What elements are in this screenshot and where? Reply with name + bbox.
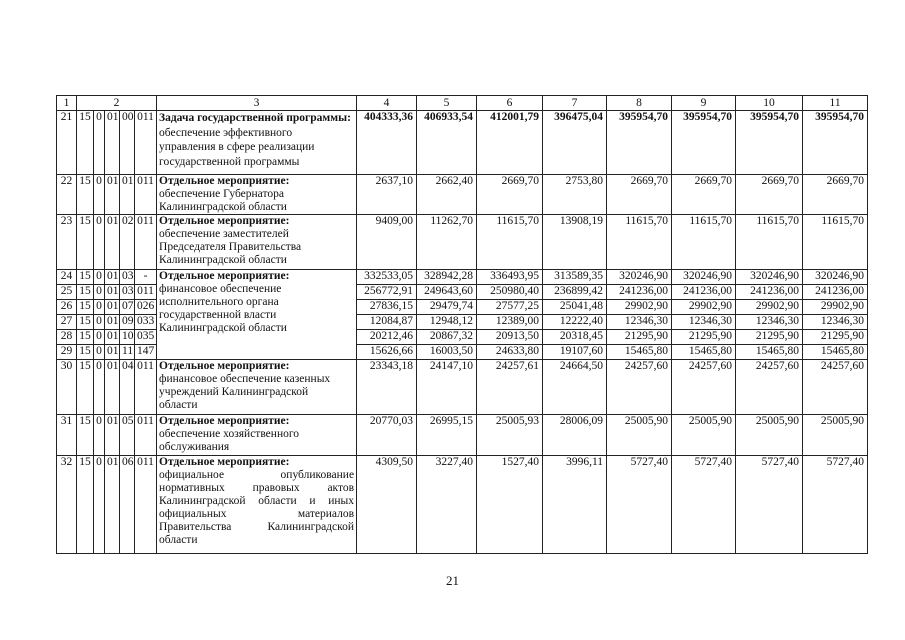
value-cell: 241236,00 [803,285,868,300]
description-line: исполнительного органа [159,296,279,308]
code-cell: 00 [120,111,135,175]
description-line: управления в сфере реализации [159,141,315,153]
value-cell: 13908,19 [543,215,607,270]
code-cell: 01 [105,111,120,175]
value-cell: 16003,50 [417,345,477,360]
value-cell: 2637,10 [357,175,417,215]
row-number: 23 [57,215,77,270]
value-cell: 11615,70 [672,215,736,270]
code-cell: 15 [77,360,94,415]
code-cell: 0 [94,360,105,415]
value-cell: 11262,70 [417,215,477,270]
code-cell: 0 [94,285,105,300]
code-cell: 15 [77,456,94,554]
code-cell: 01 [105,175,120,215]
row-number: 31 [57,415,77,456]
code-cell: 147 [135,345,157,360]
value-cell: 249643,60 [417,285,477,300]
value-cell: 11615,70 [803,215,868,270]
description-cell [157,456,357,554]
value-cell: 28006,09 [543,415,607,456]
value-cell: 24257,60 [672,360,736,415]
value-cell: 2669,70 [672,175,736,215]
header-cell: 10 [736,96,803,111]
page-number: 21 [446,573,459,588]
code-cell: 15 [77,415,94,456]
value-cell: 25005,90 [736,415,803,456]
value-cell: 2669,70 [736,175,803,215]
code-cell: 15 [77,215,94,270]
code-cell: 06 [120,456,135,554]
code-cell: 011 [135,111,157,175]
value-cell: 395954,70 [803,111,868,175]
value-cell: 24257,60 [803,360,868,415]
description-line: официальное опубликование [159,469,355,481]
description-cell [157,415,357,456]
value-cell: 15465,80 [803,345,868,360]
description-cell [157,270,357,360]
value-cell: 24257,61 [477,360,543,415]
code-cell: 0 [94,270,105,285]
row-number: 32 [57,456,77,554]
description-line: государственной власти [159,309,277,321]
code-cell: 0 [94,456,105,554]
row-number: 25 [57,285,77,300]
value-cell: 250980,40 [477,285,543,300]
event-title: Отдельное мероприятие: [159,215,290,227]
description-line: Председателя Правительства [159,241,302,253]
description-line: Калининградской области [159,322,287,334]
value-cell: 395954,70 [736,111,803,175]
description-line: Калининградской области и иных [159,495,355,507]
value-cell: 24257,60 [736,360,803,415]
value-cell: 12084,87 [357,315,417,330]
value-cell: 25041,48 [543,300,607,315]
value-cell: 11615,70 [736,215,803,270]
table-row [57,175,868,215]
description-line: учреждений Калининградской [159,386,309,398]
value-cell: 241236,00 [736,285,803,300]
value-cell: 19107,60 [543,345,607,360]
code-cell: 01 [105,285,120,300]
row-number: 24 [57,270,77,285]
description-cell [157,175,357,215]
value-cell: 241236,00 [672,285,736,300]
value-cell: 20867,32 [417,330,477,345]
value-cell: 4309,50 [357,456,417,554]
code-cell: 01 [105,360,120,415]
value-cell: 404333,36 [357,111,417,175]
code-cell: 026 [135,300,157,315]
value-cell: 12222,40 [543,315,607,330]
code-cell: 011 [135,285,157,300]
value-cell: 15465,80 [607,345,672,360]
description-line: обеспечение Губернатора [159,188,284,200]
code-cell: 15 [77,270,94,285]
value-cell: 21295,90 [803,330,868,345]
row-number: 30 [57,360,77,415]
code-cell: 11 [120,345,135,360]
header-cell: 6 [477,96,543,111]
code-cell: 01 [105,300,120,315]
code-cell: 02 [120,215,135,270]
value-cell: 313589,35 [543,270,607,285]
row-number: 29 [57,345,77,360]
value-cell: 256772,91 [357,285,417,300]
value-cell: 5727,40 [672,456,736,554]
value-cell: 2669,70 [607,175,672,215]
header-cell: 11 [803,96,868,111]
value-cell: 29479,74 [417,300,477,315]
code-cell: - [135,270,157,285]
code-cell: 0 [94,175,105,215]
code-cell: 03 [120,270,135,285]
value-cell: 20770,03 [357,415,417,456]
value-cell: 2669,70 [803,175,868,215]
value-cell: 241236,00 [607,285,672,300]
value-cell: 21295,90 [607,330,672,345]
header-row [57,96,868,111]
value-cell: 12948,12 [417,315,477,330]
code-cell: 011 [135,215,157,270]
value-cell: 15465,80 [672,345,736,360]
code-cell: 15 [77,345,94,360]
code-cell: 0 [94,415,105,456]
value-cell: 21295,90 [736,330,803,345]
value-cell: 25005,93 [477,415,543,456]
code-cell: 01 [105,270,120,285]
value-cell: 20913,50 [477,330,543,345]
value-cell: 5727,40 [803,456,868,554]
header-cell: 3 [157,96,357,111]
value-cell: 20318,45 [543,330,607,345]
header-cell: 8 [607,96,672,111]
code-cell: 01 [105,456,120,554]
event-title: Отдельное мероприятие: [159,456,290,468]
description-line: области [159,399,198,411]
header-cell: 9 [672,96,736,111]
value-cell: 15626,66 [357,345,417,360]
code-cell: 05 [120,415,135,456]
description-cell [157,215,357,270]
value-cell: 29902,90 [607,300,672,315]
value-cell: 320246,90 [803,270,868,285]
value-cell: 25005,90 [672,415,736,456]
event-title: Отдельное мероприятие: [159,270,290,282]
value-cell: 320246,90 [736,270,803,285]
value-cell: 320246,90 [607,270,672,285]
description-line: Калининградской области [159,254,287,266]
value-cell: 24147,10 [417,360,477,415]
header-cell: 5 [417,96,477,111]
code-cell: 0 [94,345,105,360]
value-cell: 29902,90 [803,300,868,315]
row-number: 28 [57,330,77,345]
table-row [57,415,868,456]
value-cell: 25005,90 [607,415,672,456]
value-cell: 2669,70 [477,175,543,215]
row-number: 27 [57,315,77,330]
code-cell: 04 [120,360,135,415]
value-cell: 29902,90 [736,300,803,315]
code-cell: 0 [94,111,105,175]
value-cell: 412001,79 [477,111,543,175]
event-title: Отдельное мероприятие: [159,175,290,187]
code-cell: 15 [77,175,94,215]
description-line: финансовое обеспечение [159,283,282,295]
code-cell: 01 [105,345,120,360]
description-line: области [159,534,198,546]
value-cell: 328942,28 [417,270,477,285]
value-cell: 29902,90 [672,300,736,315]
value-cell: 3996,11 [543,456,607,554]
value-cell: 396475,04 [543,111,607,175]
value-cell: 12346,30 [803,315,868,330]
value-cell: 1527,40 [477,456,543,554]
task-title: Задача государственной программы: [159,112,351,124]
code-cell: 01 [105,415,120,456]
row-number: 26 [57,300,77,315]
program-table [56,95,868,554]
table-row [57,215,868,270]
header-cell: 4 [357,96,417,111]
table-row [57,111,868,175]
row-number: 21 [57,111,77,175]
description-line: обслуживания [159,441,230,453]
value-cell: 332533,05 [357,270,417,285]
code-cell: 0 [94,330,105,345]
value-cell: 26995,15 [417,415,477,456]
value-cell: 2662,40 [417,175,477,215]
value-cell: 406933,54 [417,111,477,175]
description-line: обеспечение эффективного [159,126,293,139]
code-cell: 15 [77,315,94,330]
description-line: государственной программы [159,155,300,168]
table-row [57,360,868,415]
code-cell: 10 [120,330,135,345]
value-cell: 12346,30 [607,315,672,330]
value-cell: 27836,15 [357,300,417,315]
code-cell: 0 [94,215,105,270]
value-cell: 12389,00 [477,315,543,330]
value-cell: 3227,40 [417,456,477,554]
code-cell: 09 [120,315,135,330]
value-cell: 24257,60 [607,360,672,415]
description-line: обеспечение заместителей [159,228,289,240]
code-cell: 033 [135,315,157,330]
code-cell: 01 [105,215,120,270]
value-cell: 25005,90 [803,415,868,456]
code-cell: 0 [94,300,105,315]
code-cell: 15 [77,300,94,315]
event-title: Отдельное мероприятие: [159,360,290,372]
value-cell: 23343,18 [357,360,417,415]
description-line: нормативных правовых актов [159,482,355,494]
code-cell: 0 [94,315,105,330]
value-cell: 15465,80 [736,345,803,360]
header-cell: 1 [57,96,77,111]
value-cell: 12346,30 [736,315,803,330]
value-cell: 2753,80 [543,175,607,215]
value-cell: 20212,46 [357,330,417,345]
value-cell: 27577,25 [477,300,543,315]
description-cell [157,111,357,175]
value-cell: 12346,30 [672,315,736,330]
table-row [57,456,868,554]
description-line: Правительства Калининградской [159,521,355,533]
code-cell: 15 [77,285,94,300]
value-cell: 320246,90 [672,270,736,285]
value-cell: 21295,90 [672,330,736,345]
code-cell: 011 [135,415,157,456]
value-cell: 24664,50 [543,360,607,415]
description-line: финансовое обеспечение казенных [159,373,331,385]
value-cell: 24633,80 [477,345,543,360]
value-cell: 11615,70 [607,215,672,270]
value-cell: 236899,42 [543,285,607,300]
table-row [57,270,868,285]
code-cell: 07 [120,300,135,315]
value-cell: 5727,40 [607,456,672,554]
value-cell: 9409,00 [357,215,417,270]
description-line: Калининградской области [159,201,287,213]
code-cell: 011 [135,456,157,554]
value-cell: 5727,40 [736,456,803,554]
row-number: 22 [57,175,77,215]
value-cell: 11615,70 [477,215,543,270]
description-line: обеспечение хозяйственного [159,428,300,440]
header-cell: 7 [543,96,607,111]
header-cell: 2 [77,96,157,111]
code-cell: 01 [105,315,120,330]
code-cell: 15 [77,330,94,345]
code-cell: 01 [105,330,120,345]
value-cell: 336493,95 [477,270,543,285]
code-cell: 01 [120,175,135,215]
code-cell: 011 [135,175,157,215]
code-cell: 011 [135,360,157,415]
value-cell: 395954,70 [607,111,672,175]
code-cell: 15 [77,111,94,175]
value-cell: 395954,70 [672,111,736,175]
description-line: официальных материалов [159,508,355,520]
description-cell [157,360,357,415]
code-cell: 035 [135,330,157,345]
code-cell: 03 [120,285,135,300]
event-title: Отдельное мероприятие: [159,415,290,427]
